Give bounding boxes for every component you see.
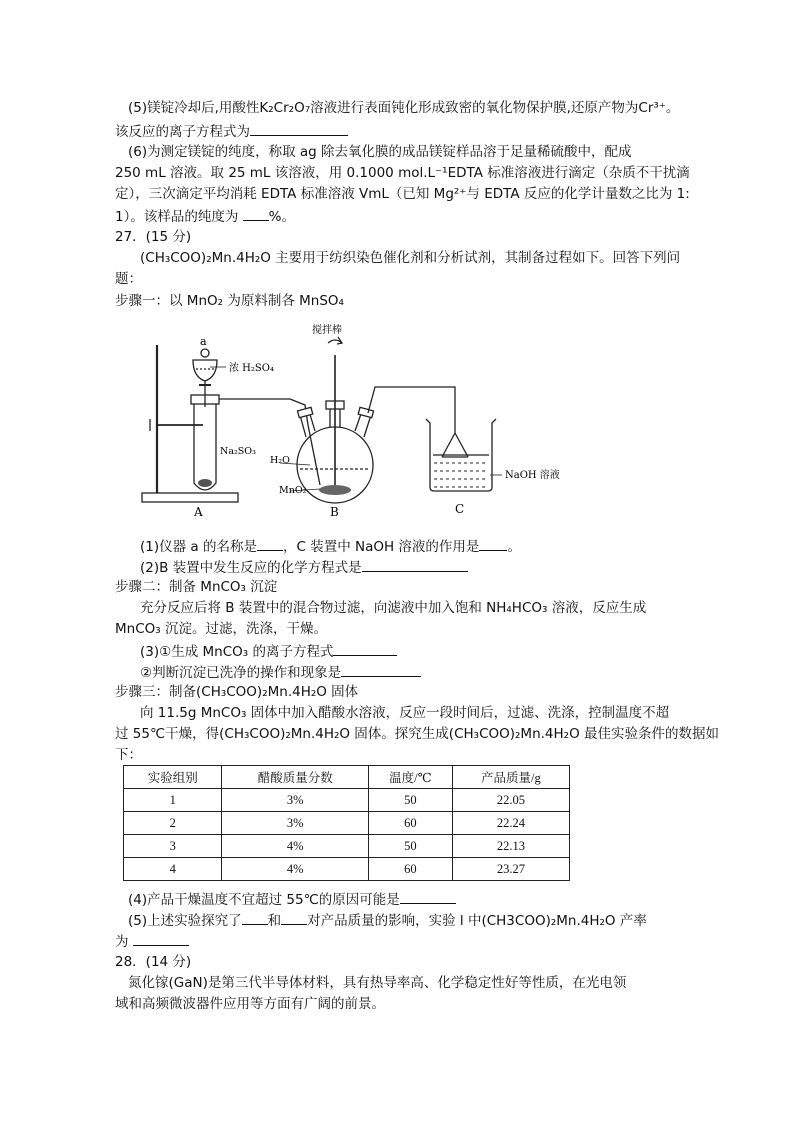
table-cell: 2 [124,812,222,835]
answer-blank[interactable] [333,641,397,656]
col-header-group: 实验组别 [124,766,222,789]
label-apparatus-c: C [455,502,465,516]
step3-line-1: 向 11.5g MnCO₃ 固体中加入醋酸水溶液，反应一段时间后，过滤、洗涤，控制温度不超 [140,705,670,721]
connecting-tube-bc [368,387,455,413]
table-cell: 22.05 [452,789,569,812]
step3-line-2: 过 55℃干燥，得(CH₃COO)₂Mn.4H₂O 固体。探究生成(CH₃COO)₂Mn.4H₂O 最佳实验条件的数据如 [115,726,719,742]
q6-prompt: 1）。该样品的纯度为 [115,209,239,225]
q5b-prompt-1: (5)上述实验探究了 [128,913,242,929]
step1-heading: 步骤一：以 MnO₂ 为原料制各 MnSO₄ [115,293,344,309]
table-row [124,835,570,858]
col-header-temp: 温度/℃ [369,766,453,789]
table-cell: 22.13 [452,835,569,858]
label-stirrer: 搅拌棒 [312,325,342,336]
col-header-mass: 产品质量/g [452,766,569,789]
q6-line-2: 250 mL 溶液。取 25 mL 该溶液，用 0.1000 mol.L⁻¹EDTA 标准溶液进行滴定（杂质不干扰滴 [115,165,690,181]
answer-blank[interactable] [242,910,268,925]
label-apparatus-a: A [194,505,203,519]
q5b-line-1 [128,910,647,930]
label-h2o: H₂O [270,455,290,466]
separatory-funnel [193,360,217,381]
q3-2-line [140,662,421,682]
q5b-prompt-2: 对产品质量的影响，实验 l 中(CH3COO)₂Mn.4H₂O 产率 [307,913,647,929]
q6-line-1: (6)为测定镁锭的纯度，称取 ag 除去氧化膜的成品镁锭样品溶于足量稀硫酸中，配成 [128,144,632,160]
label-naoh: NaOH 溶液 [505,470,560,481]
label-apparatus-b: B [330,505,339,519]
q5b-prompt-3: 为 [115,934,129,950]
col-header-acid: 醋酸质量分数 [222,766,369,789]
q6-percent: %。 [268,209,295,225]
funnel-stopper [201,349,209,357]
q5-line-1: (5)镁锭冷却后,用酸性K₂Cr₂O₇溶液进行表面钝化形成致密的氧化物保护膜,还原产物为Cr³⁺。 [128,100,680,116]
table-cell: 3% [222,789,369,812]
q27-intro-2: 题： [115,271,142,287]
table-cell: 3 [124,835,222,858]
table-cell: 4 [124,858,222,881]
table-row [124,789,570,812]
table-cell: 60 [369,812,453,835]
q5b-line-2 [115,931,189,951]
q3-1-line [140,641,397,661]
label-a: a [200,335,207,348]
q3-2-prompt: ②判断沉淀已洗净的操作和现象是 [140,665,342,681]
table-row [124,812,570,835]
answer-blank[interactable] [362,557,468,572]
table-cell: 60 [369,858,453,881]
na2so3-solid [198,479,212,487]
answer-blank[interactable] [133,931,189,946]
q5b-and: 和 [267,913,282,929]
answer-blank[interactable] [400,889,456,904]
answer-blank[interactable] [341,662,421,677]
q4-line [128,889,456,909]
step2-line-1: 充分反应后将 B 装置中的混合物过滤，向滤液中加入饱和 NH₄HCO₃ 溶液，反应生成 [140,600,647,616]
table-cell: 1 [124,789,222,812]
test-tube [194,403,216,490]
q1-end: 。 [507,539,521,555]
label-na2so3: Na₂SO₃ [220,446,256,457]
table-cell: 50 [369,789,453,812]
q5-prompt: 该反应的离子方程式为 [115,124,250,140]
q6-line-4 [115,206,295,226]
q27-heading: 27．(15 分) [115,229,192,245]
q5-line-2 [115,121,348,141]
q28-line-1: 氮化镓(GaN)是第三代半导体材料，具有热导率高、化学稳定性好等性质，在光电领 [128,975,627,991]
table-header-row [124,766,570,789]
table-cell: 23.27 [452,858,569,881]
answer-blank[interactable] [250,121,348,136]
q4-prompt: (4)产品干燥温度不宜超过 55℃的原因可能是 [128,892,400,908]
q28-heading: 28．(14 分) [115,954,192,970]
q3-1-prompt: (3)①生成 MnCO₃ 的离子方程式 [140,644,334,660]
answer-blank[interactable] [281,910,307,925]
q28-line-2: 域和高频微波器件应用等方面有广阔的前景。 [115,996,385,1012]
answer-blank[interactable] [243,206,269,221]
q27-intro-1: (CH₃COO)₂Mn.4H₂O 主要用于纺织染色催化剂和分析试剂，其制备过程如下。回答下列问 [140,250,681,266]
experiment-table [123,765,570,881]
table-cell: 22.24 [452,812,569,835]
q1-prompt-2: ，C 装置中 NaOH 溶液的作用是 [282,539,480,555]
step2-line-2: MnCO₃ 沉淀。过滤，洗涤，干燥。 [115,621,327,637]
inverted-funnel [442,405,468,457]
answer-blank[interactable] [257,536,283,551]
q2-prompt: (2)B 装置中发生反应的化学方程式是 [140,560,362,576]
table-row [124,858,570,881]
q1-prompt: (1)仪器 a 的名称是 [140,539,257,555]
q1-line [140,536,521,556]
stand-base [142,493,238,502]
step3-line-3: 下： [115,747,142,763]
label-mno2: MnO₂ [279,485,307,496]
mno2-solid [319,485,351,495]
q6-line-3: 定），三次滴定平均消耗 EDTA 标准溶液 VmL（已知 Mg²⁺与 EDTA 反应的化学计量数之比为 1: [115,186,690,202]
table-cell: 4% [222,858,369,881]
table-cell: 4% [222,835,369,858]
q2-line [140,557,468,577]
connecting-tube-ab [219,399,308,425]
table-cell: 3% [222,812,369,835]
step2-heading: 步骤二：制备 MnCO₃ 沉淀 [115,579,278,595]
apparatus-diagram [130,315,560,520]
label-conc-h2so4: 浓 H₂SO₄ [229,363,274,374]
table-cell: 50 [369,835,453,858]
step3-heading: 步骤三：制备(CH₃COO)₂Mn.4H₂O 固体 [115,684,359,700]
answer-blank[interactable] [479,536,507,551]
